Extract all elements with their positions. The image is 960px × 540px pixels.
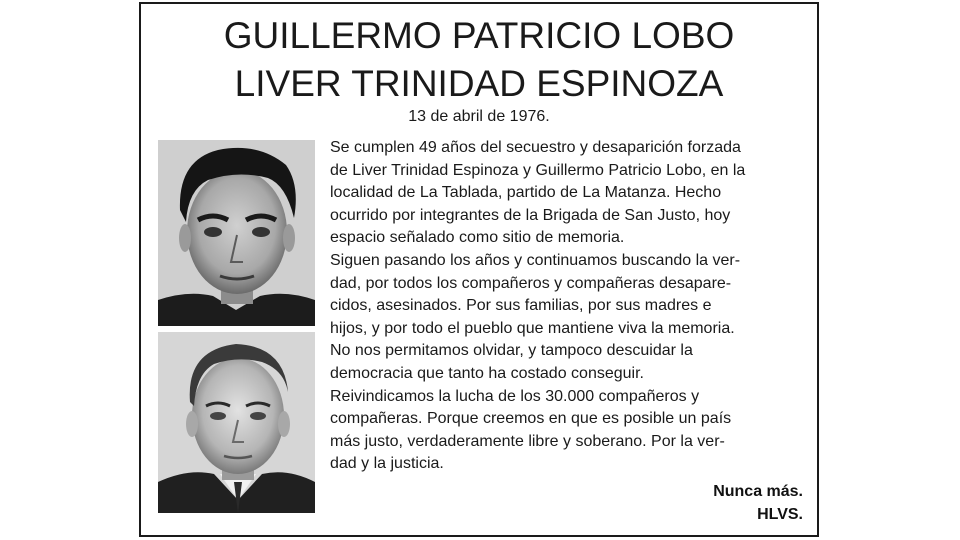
portrait-photo-1 xyxy=(158,140,315,326)
title-name-2: LIVER TRINIDAD ESPINOZA xyxy=(234,63,724,104)
portrait-photo-2 xyxy=(158,332,315,513)
body-line: hijos, y por todo el pueblo que mantiene viva la memoria. xyxy=(330,319,735,337)
signature-nunca-mas: Nunca más. xyxy=(713,483,803,500)
body-line: Reivindicamos la lucha de los 30.000 compañeros y xyxy=(330,387,700,405)
notice-date: 13 de abril de 1976. xyxy=(408,108,550,125)
body-line: espacio señalado como sitio de memoria. xyxy=(330,229,625,247)
body-line: localidad de La Tablada, partido de La Matanza. Hecho xyxy=(330,184,722,202)
body-line: cidos, asesinados. Por sus familias, por sus madres e xyxy=(330,297,712,315)
body-line: dad y la justicia. xyxy=(330,455,444,473)
body-line: ocurrido por integrantes de la Brigada de San Justo, hoy xyxy=(330,206,731,224)
body-line: dad, por todos los compañeros y compañeras desapare- xyxy=(330,274,732,292)
body-line: compañeras. Porque creemos en que es posible un país xyxy=(330,410,732,428)
portrait-image-2 xyxy=(158,332,315,513)
body-line: Se cumplen 49 años del secuestro y desaparición forzada xyxy=(330,139,741,156)
body-line: más justo, verdaderamente libre y soberano. Por la ver- xyxy=(330,432,725,450)
body-line: Siguen pasando los años y continuamos buscando la ver- xyxy=(330,251,741,269)
body-line: democracia que tanto ha costado conseguir. xyxy=(330,364,644,382)
notice-body xyxy=(330,137,808,476)
title-name-1: GUILLERMO PATRICIO LOBO xyxy=(223,15,735,56)
signature-hlvs: HLVS. xyxy=(757,506,803,523)
body-line: de Liver Trinidad Espinoza y Guillermo Patricio Lobo, en la xyxy=(330,161,746,179)
memorial-notice xyxy=(139,2,819,537)
body-line: No nos permitamos olvidar, y tampoco descuidar la xyxy=(330,342,693,360)
portrait-image-1 xyxy=(158,140,315,326)
